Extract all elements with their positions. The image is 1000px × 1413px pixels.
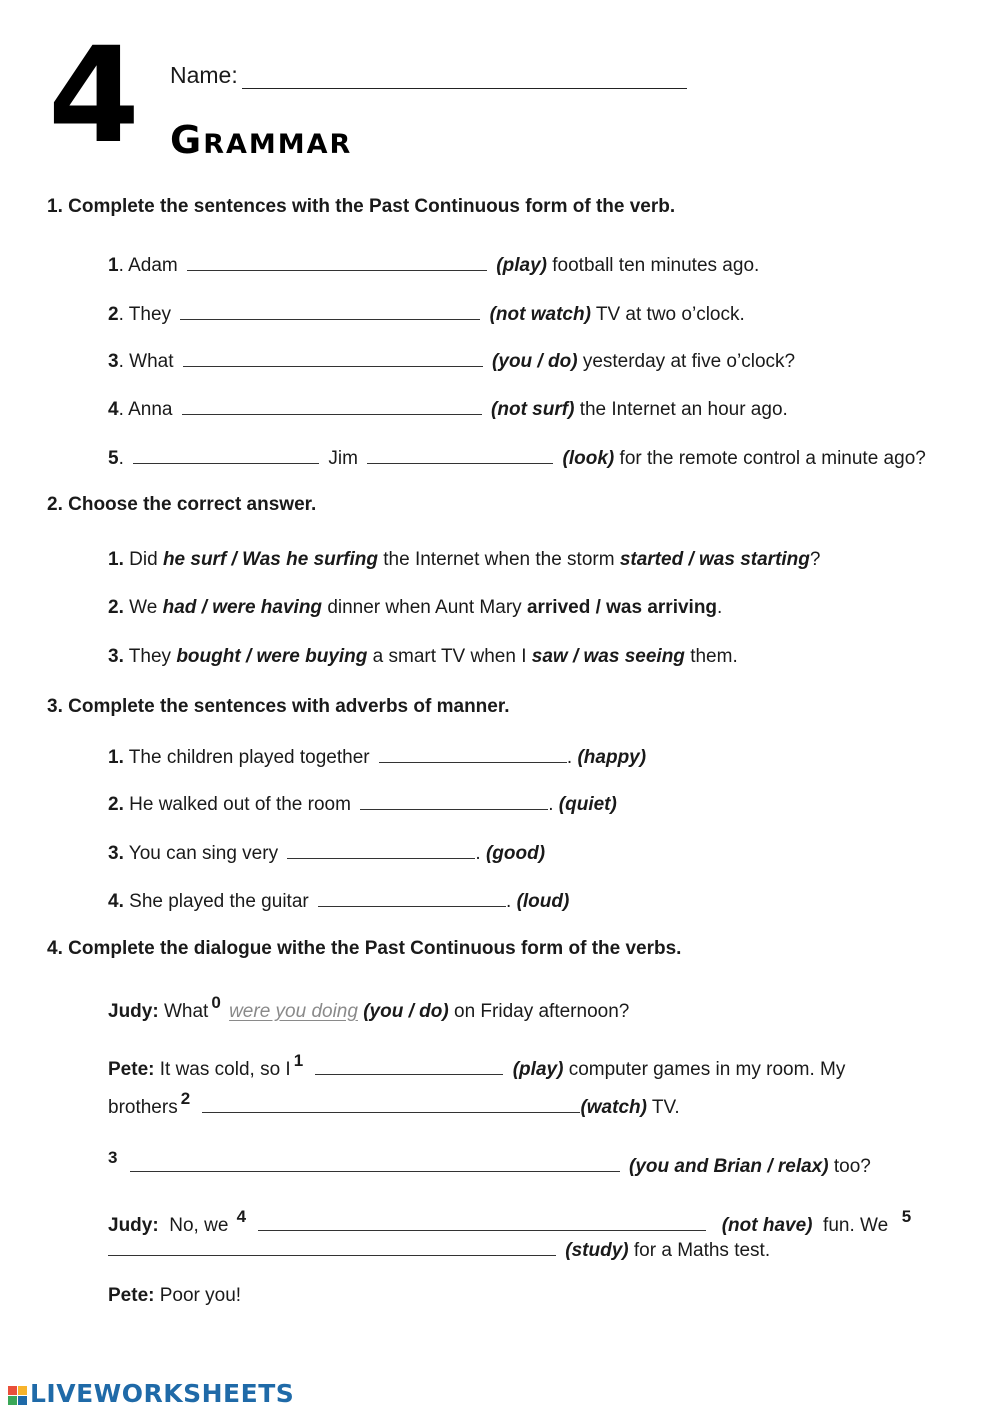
answer-blank[interactable] bbox=[187, 252, 487, 271]
s3-item-3: 3. You can sing very . (good) bbox=[108, 840, 545, 865]
s1-item-2: 2. They (not watch) TV at two o’clock. bbox=[108, 301, 745, 326]
choice-option[interactable]: saw / was seeing bbox=[531, 646, 685, 667]
brand-name: LIVEWORKSHEETS bbox=[30, 1379, 295, 1408]
s1-item-4: 4. Anna (not surf) the Internet an hour ago. bbox=[108, 396, 788, 421]
s3-item-1: 1. The children played together . (happy) bbox=[108, 744, 646, 769]
speaker: Pete: bbox=[108, 1059, 155, 1080]
section-4-heading: 4. Complete the dialogue withe the Past Continuous form of the verbs. bbox=[47, 938, 682, 959]
answer-blank[interactable] bbox=[258, 1212, 706, 1231]
page-title: Grammar bbox=[170, 118, 353, 162]
answer-blank[interactable] bbox=[108, 1237, 556, 1256]
choice-option[interactable]: arrived / was arriving bbox=[526, 597, 718, 618]
s3-item-2: 2. He walked out of the room . (quiet) bbox=[108, 791, 617, 816]
speaker: Judy: bbox=[108, 1215, 159, 1236]
s2-item-2: 2. We had / were having dinner when Aunt Mary arrived / was arriving. bbox=[108, 597, 723, 618]
answer-blank[interactable] bbox=[287, 840, 475, 859]
name-label: Name: bbox=[170, 62, 238, 88]
choice-option[interactable]: started / was starting bbox=[619, 549, 810, 570]
example-answer: were you doing bbox=[229, 1001, 358, 1022]
answer-blank[interactable] bbox=[360, 791, 548, 810]
name-input-line[interactable] bbox=[242, 66, 687, 89]
answer-blank[interactable] bbox=[315, 1056, 503, 1075]
choice-option[interactable]: bought / were buying bbox=[176, 646, 368, 667]
name-row bbox=[170, 62, 687, 89]
s2-item-3: 3. They bought / were buying a smart TV when I saw / was seeing them. bbox=[108, 646, 738, 667]
unit-number: 4 bbox=[48, 19, 136, 173]
answer-blank[interactable] bbox=[130, 1153, 620, 1172]
s1-item-3: 3. What (you / do) yesterday at five o’clock? bbox=[108, 348, 795, 373]
dialogue-line-5: Judy: No, we $^4$ (not have) fun. We $^5$ bbox=[108, 1207, 912, 1236]
dialogue-line-6: (study) for a Maths test. bbox=[108, 1237, 770, 1262]
answer-blank[interactable] bbox=[318, 888, 506, 907]
dialogue-line-7: Pete: Poor you! bbox=[108, 1285, 242, 1306]
answer-blank[interactable] bbox=[183, 348, 483, 367]
answer-blank[interactable] bbox=[182, 396, 482, 415]
answer-blank[interactable] bbox=[133, 445, 319, 464]
dialogue-line-3: brothers $^2$ (watch) TV. bbox=[108, 1089, 680, 1118]
section-3-heading: 3. Complete the sentences with adverbs of manner. bbox=[47, 696, 510, 717]
s2-item-1: 1. Did he surf / Was he surfing the Internet when the storm started / was starting? bbox=[108, 549, 821, 570]
answer-blank[interactable] bbox=[202, 1094, 580, 1113]
s3-item-4: 4. She played the guitar . (loud) bbox=[108, 888, 569, 913]
choice-option[interactable]: had / were having bbox=[162, 597, 323, 618]
s1-item-5: 5. Jim (look) for the remote control a minute ago? bbox=[108, 445, 926, 470]
choice-option[interactable]: he surf / Was he surfing bbox=[162, 549, 378, 570]
answer-blank[interactable] bbox=[367, 445, 553, 464]
speaker: Pete: bbox=[108, 1285, 155, 1306]
liveworksheets-logo[interactable] bbox=[8, 1379, 294, 1408]
speaker: Judy: bbox=[108, 1001, 159, 1022]
s1-item-1: 1. Adam (play) football ten minutes ago. bbox=[108, 252, 759, 277]
section-2-heading: 2. Choose the correct answer. bbox=[47, 494, 317, 515]
section-1-heading: 1. Complete the sentences with the Past Continuous form of the verb. bbox=[47, 196, 676, 217]
logo-mark-icon bbox=[8, 1386, 27, 1405]
dialogue-line-1: Judy: What $^0$ were you doing (you / do) on Friday afternoon? bbox=[108, 993, 630, 1022]
dialogue-line-4: $^3$ (you and Brian / relax) too? bbox=[108, 1148, 871, 1177]
answer-blank[interactable] bbox=[180, 301, 480, 320]
answer-blank[interactable] bbox=[379, 744, 567, 763]
dialogue-line-2: Pete: It was cold, so I $^1$ (play) computer games in my room. My bbox=[108, 1051, 846, 1080]
